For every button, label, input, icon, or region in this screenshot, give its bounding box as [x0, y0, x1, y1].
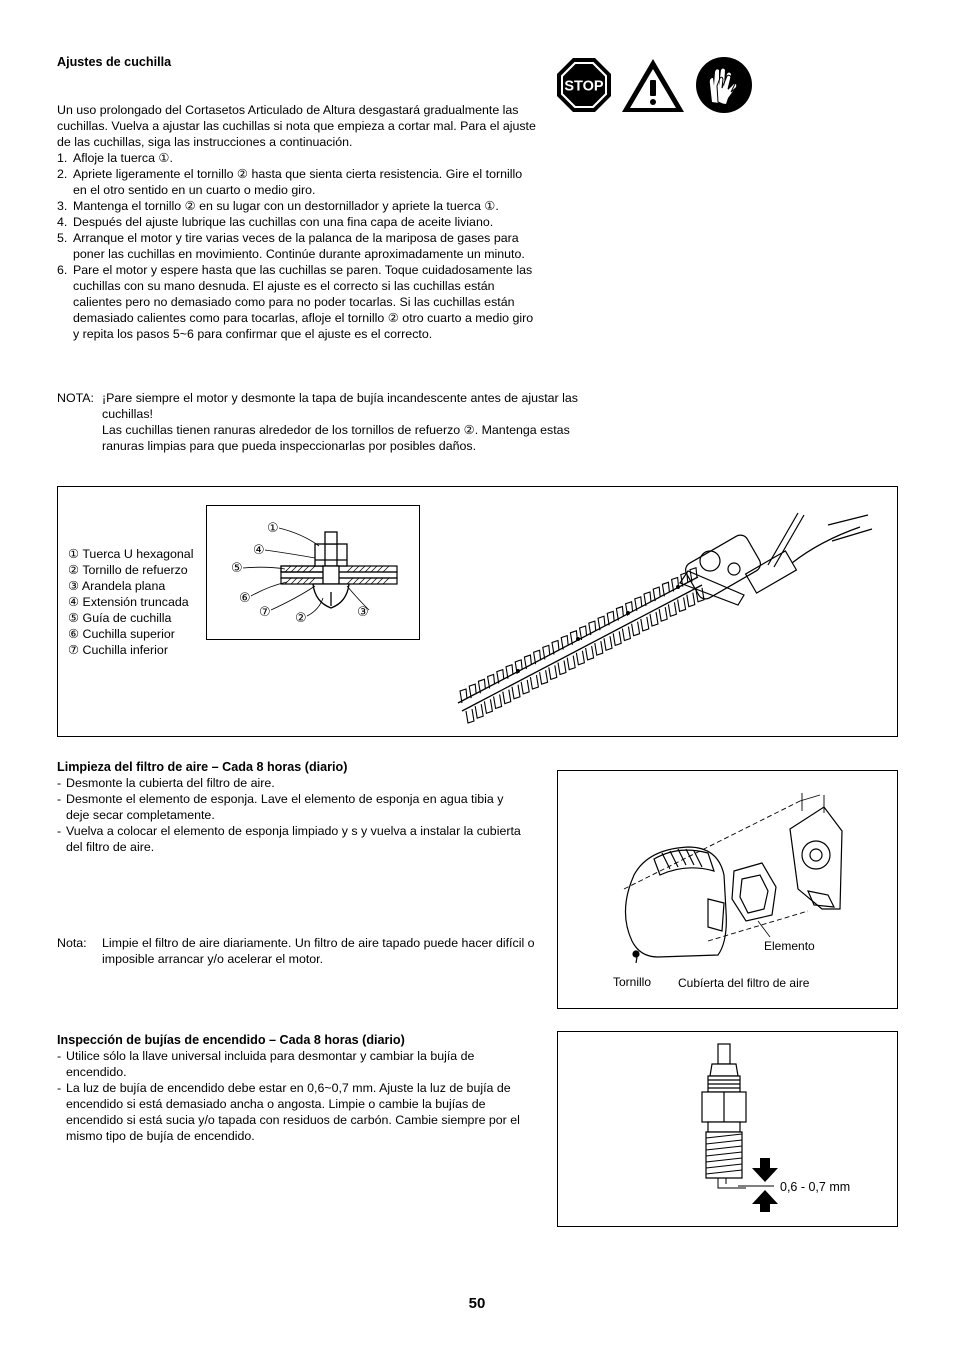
blade-adjust-body — [57, 102, 537, 342]
label-element: Elemento — [764, 939, 815, 953]
callout-label: ⑥ — [239, 590, 251, 605]
callout-label: ③ — [357, 604, 369, 619]
bullet-item — [57, 823, 527, 855]
blade-figure-frame — [57, 486, 898, 737]
note-text: ¡Pare siempre el motor y desmonte la tapa de bujía incandescente antes de ajustar las cuchillas! — [102, 391, 578, 421]
spark-plug-figure-frame — [557, 1031, 898, 1227]
step-number: 6. — [57, 263, 68, 277]
bullet-text: La luz de bujía de encendido debe estar en 0,6~0,7 mm. Ajuste la luz de bujía de encendido si está demasiado ancha o angosta. Limpie o cambie la bujías de encendido si está sucia y/o tapada con residuos de carbón. Cambie siempre por el mismo tipo de bujía de encendido. — [66, 1081, 520, 1143]
bullet-dash: - — [57, 776, 62, 790]
spark-plug-drawing — [558, 1032, 897, 1226]
stop-label: STOP — [564, 78, 604, 95]
intro-paragraph: Un uso prolongado del Cortasetos Articulado de Altura desgastará gradualmente las cuchillas. Vuelva a ajustar las cuchillas si nota que empieza a cortar mal. Para el ajuste de las cuchillas, siga las instrucciones a continuación. — [57, 103, 536, 149]
bullet-text: Desmonte la cubierta del filtro de aire. — [66, 776, 275, 790]
callout-label: ① — [267, 520, 279, 535]
page-number: 50 — [468, 1295, 486, 1312]
step-text: Pare el motor y espere hasta que las cuchillas se paren. Toque cuidadosamente las cuchillas con su mano desnuda. El ajuste es el correcto si las cuchillas están calientes pero no demasiado como para no poder tocarlas. Si las cuchillas están demasiado calientes como para tocarlas, afloje el tornillo ② otro cuarto a medio giro y repita los pasos 5~6 para confirmar que el ajuste es el correcto. — [73, 263, 534, 341]
label-cover: Cubíerta del filtro de aire — [678, 976, 810, 990]
step-item — [57, 230, 537, 262]
bullet-dash: - — [57, 1081, 62, 1095]
step-item — [57, 262, 537, 342]
note-label: NOTA: — [57, 391, 94, 405]
safety-icons-svg — [556, 56, 756, 116]
bullet-dash: - — [57, 824, 62, 838]
step-number: 3. — [57, 199, 68, 213]
step-item — [57, 198, 537, 214]
step-number: 5. — [57, 231, 68, 245]
legend-item: ⑤ Guía de cuchilla — [68, 611, 172, 625]
blade-note — [57, 390, 582, 454]
bullet-text: Utilice sólo la llave universal incluida para desmontar y cambiar la bujía de encendido. — [66, 1049, 475, 1079]
callout-label: ⑦ — [259, 604, 271, 619]
step-item — [57, 214, 537, 230]
step-number: 4. — [57, 215, 68, 229]
legend-item: ⑦ Cuchilla inferior — [68, 643, 168, 657]
air-filter-drawing — [558, 771, 897, 1008]
spark-plug-steps — [57, 1048, 535, 1144]
legend-item: ② Tornillo de refuerzo — [68, 563, 188, 577]
callout-label: ⑤ — [231, 560, 243, 575]
bullet-item — [57, 775, 527, 791]
section-title-air-filter: Limpieza del filtro de aire – Cada 8 horas (diario) — [57, 760, 348, 774]
step-text: Afloje la tuerca ①. — [73, 151, 173, 165]
step-item — [57, 150, 537, 166]
step-text: Arranque el motor y tire varias veces de la palanca de la mariposa de gases para poner las cuchillas en movimiento. Continúe durante aproximadamente un minuto. — [73, 231, 525, 261]
step-item — [57, 166, 537, 198]
step-number: 1. — [57, 151, 68, 165]
hedge-trimmer-drawing — [448, 505, 878, 725]
legend-item: ④ Extensión truncada — [68, 595, 189, 609]
air-filter-figure-frame — [557, 770, 898, 1009]
section-title-spark-plug: Inspección de bujías de encendido – Cada 8 horas (diario) — [57, 1033, 405, 1047]
legend-item: ③ Arandela plana — [68, 579, 166, 593]
label-screw: Tornillo — [613, 975, 652, 989]
safety-icons — [556, 56, 756, 116]
stop-icon — [557, 58, 611, 112]
blade-detail-box — [206, 505, 420, 640]
step-text: Después del ajuste lubrique las cuchillas con una fina capa de aceite liviano. — [73, 215, 494, 229]
step-text: Mantenga el tornillo ② en su lugar con un destornillador y apriete la tuerca ①. — [73, 199, 499, 213]
gloves-icon — [696, 57, 752, 113]
legend-item: ① Tuerca U hexagonal — [68, 547, 194, 561]
blade-parts-legend — [68, 546, 193, 658]
bullet-dash: - — [57, 1049, 62, 1063]
air-filter-note — [57, 935, 572, 967]
legend-item: ⑥ Cuchilla superior — [68, 627, 175, 641]
step-number: 2. — [57, 167, 68, 181]
filter-note-text: Limpie el filtro de aire diariamente. Un filtro de aire tapado puede hacer difícil o imposible arrancar y/o acelerar el motor. — [102, 936, 535, 966]
bullet-item — [57, 791, 527, 823]
filter-note-label: Nota: — [57, 936, 87, 950]
callout-label: ④ — [253, 542, 265, 557]
warning-icon — [622, 59, 684, 112]
bullet-text: Desmonte el elemento de esponja. Lave el elemento de esponja en agua tibia y deje secar completamente. — [66, 792, 504, 822]
callout-label: ② — [295, 610, 307, 625]
bullet-text: Vuelva a colocar el elemento de esponja limpiado y s y vuelva a instalar la cubierta del filtro de aire. — [66, 824, 521, 854]
step-text: Apriete ligeramente el tornillo ② hasta que sienta cierta resistencia. Gire el tornillo en el otro sentido en un cuarto o medio giro. — [73, 167, 523, 197]
steps-list — [57, 150, 537, 342]
air-filter-steps — [57, 775, 527, 855]
bullet-dash: - — [57, 792, 62, 806]
bullet-item — [57, 1080, 535, 1144]
gap-label: 0,6 - 0,7 mm — [780, 1180, 851, 1194]
blade-cross-section — [207, 506, 419, 639]
note-text-2: Las cuchillas tienen ranuras alrededor de los tornillos de refuerzo ②. Mantenga estas ranuras limpias para que pueda inspeccionarlas por posibles daños. — [102, 423, 570, 453]
section-title-blade-adjust: Ajustes de cuchilla — [57, 55, 172, 69]
bullet-item — [57, 1048, 535, 1080]
